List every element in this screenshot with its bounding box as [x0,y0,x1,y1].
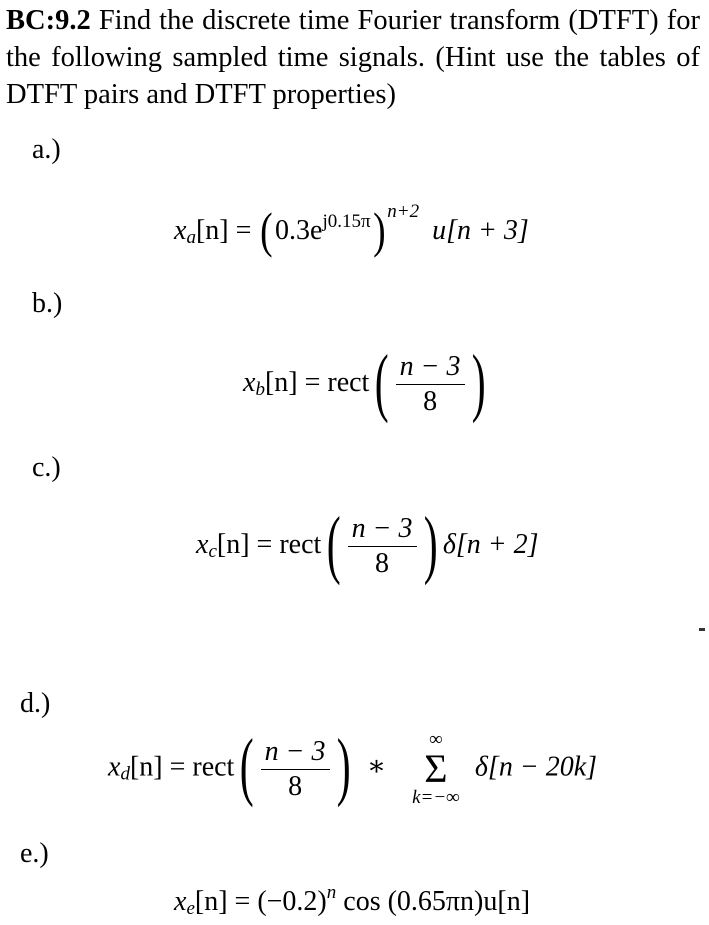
eq-c-sub: c [208,540,217,562]
eq-c-fraction [348,512,417,581]
problem-statement [6,2,700,113]
eq-c-numerator: n − 3 [348,512,417,547]
part-label-c: c.) [32,452,61,483]
eq-d-sum-upper: ∞ [429,729,443,750]
eq-b-denominator: 8 [423,386,438,417]
eq-a-close-paren: ) [372,202,386,258]
eq-d-arg: [n] = rect [129,751,235,783]
equation-c [196,501,539,586]
eq-d-sum-symbol: Σ [424,746,448,791]
eq-d-sub: d [120,763,130,785]
eq-c-arg: [n] = rect [216,528,322,560]
eq-a-arg: [n] = [195,215,252,246]
equation-d [108,724,598,809]
part-label-e: e.) [20,838,49,869]
eq-b-var: x [243,366,256,398]
eq-c-var: x [196,528,209,560]
part-label-b: b.) [32,288,63,319]
eq-d-convolution-op: ∗ [366,751,386,783]
margin-mark [699,628,705,631]
eq-b-arg: [n] = rect [264,366,370,398]
problem-text: Find the discrete time Fourier transform (DTFT) for the following sampled time signals. (Hint use the tables of DTFT pairs and DTFT properties) [6,5,700,110]
eq-a-inner-exp: j0.15π [322,210,371,232]
eq-b-sub: b [255,378,265,400]
eq-d-numerator: n − 3 [261,735,330,770]
eq-d-sum-lower: k=−∞ [412,787,460,808]
eq-e-exp: n [326,881,337,903]
equation-e [174,881,531,919]
eq-a-outer-exp: n+2 [387,200,420,222]
eq-d-denominator: 8 [288,770,303,802]
eq-b-open-paren: ( [375,339,389,424]
part-label-d: d.) [20,688,51,719]
eq-c-tail: δ[n + 2] [442,528,539,560]
eq-d-fraction [261,735,330,804]
eq-a-sub: a [186,227,196,248]
eq-e-sub: e [186,898,195,919]
part-label-a: a.) [32,134,61,165]
eq-c-close-paren: ) [423,501,438,586]
problem-id: BC:9.2 [6,5,91,36]
eq-d-summation [401,730,471,808]
eq-a-var: x [174,215,187,246]
eq-e-var: x [174,886,187,917]
eq-a-open-paren: ( [260,202,273,258]
equation-a [174,200,529,258]
eq-e-arg: [n] = (−0.2) [194,886,327,917]
eq-b-fraction [396,350,465,419]
equation-b [243,339,491,424]
eq-b-close-paren: ) [471,339,486,424]
eq-c-denominator: 8 [375,548,390,579]
eq-d-close-paren: ) [336,724,351,809]
eq-a-base: 0.3e [275,215,323,246]
eq-b-numerator: n − 3 [396,350,465,385]
eq-a-tail: u[n + 3] [432,215,529,246]
eq-d-var: x [108,751,121,783]
eq-d-tail: δ[n − 20k] [474,751,598,783]
eq-c-open-paren: ( [326,501,341,586]
eq-d-open-paren: ( [240,724,254,809]
eq-e-tail: cos (0.65πn)u[n] [343,886,531,917]
